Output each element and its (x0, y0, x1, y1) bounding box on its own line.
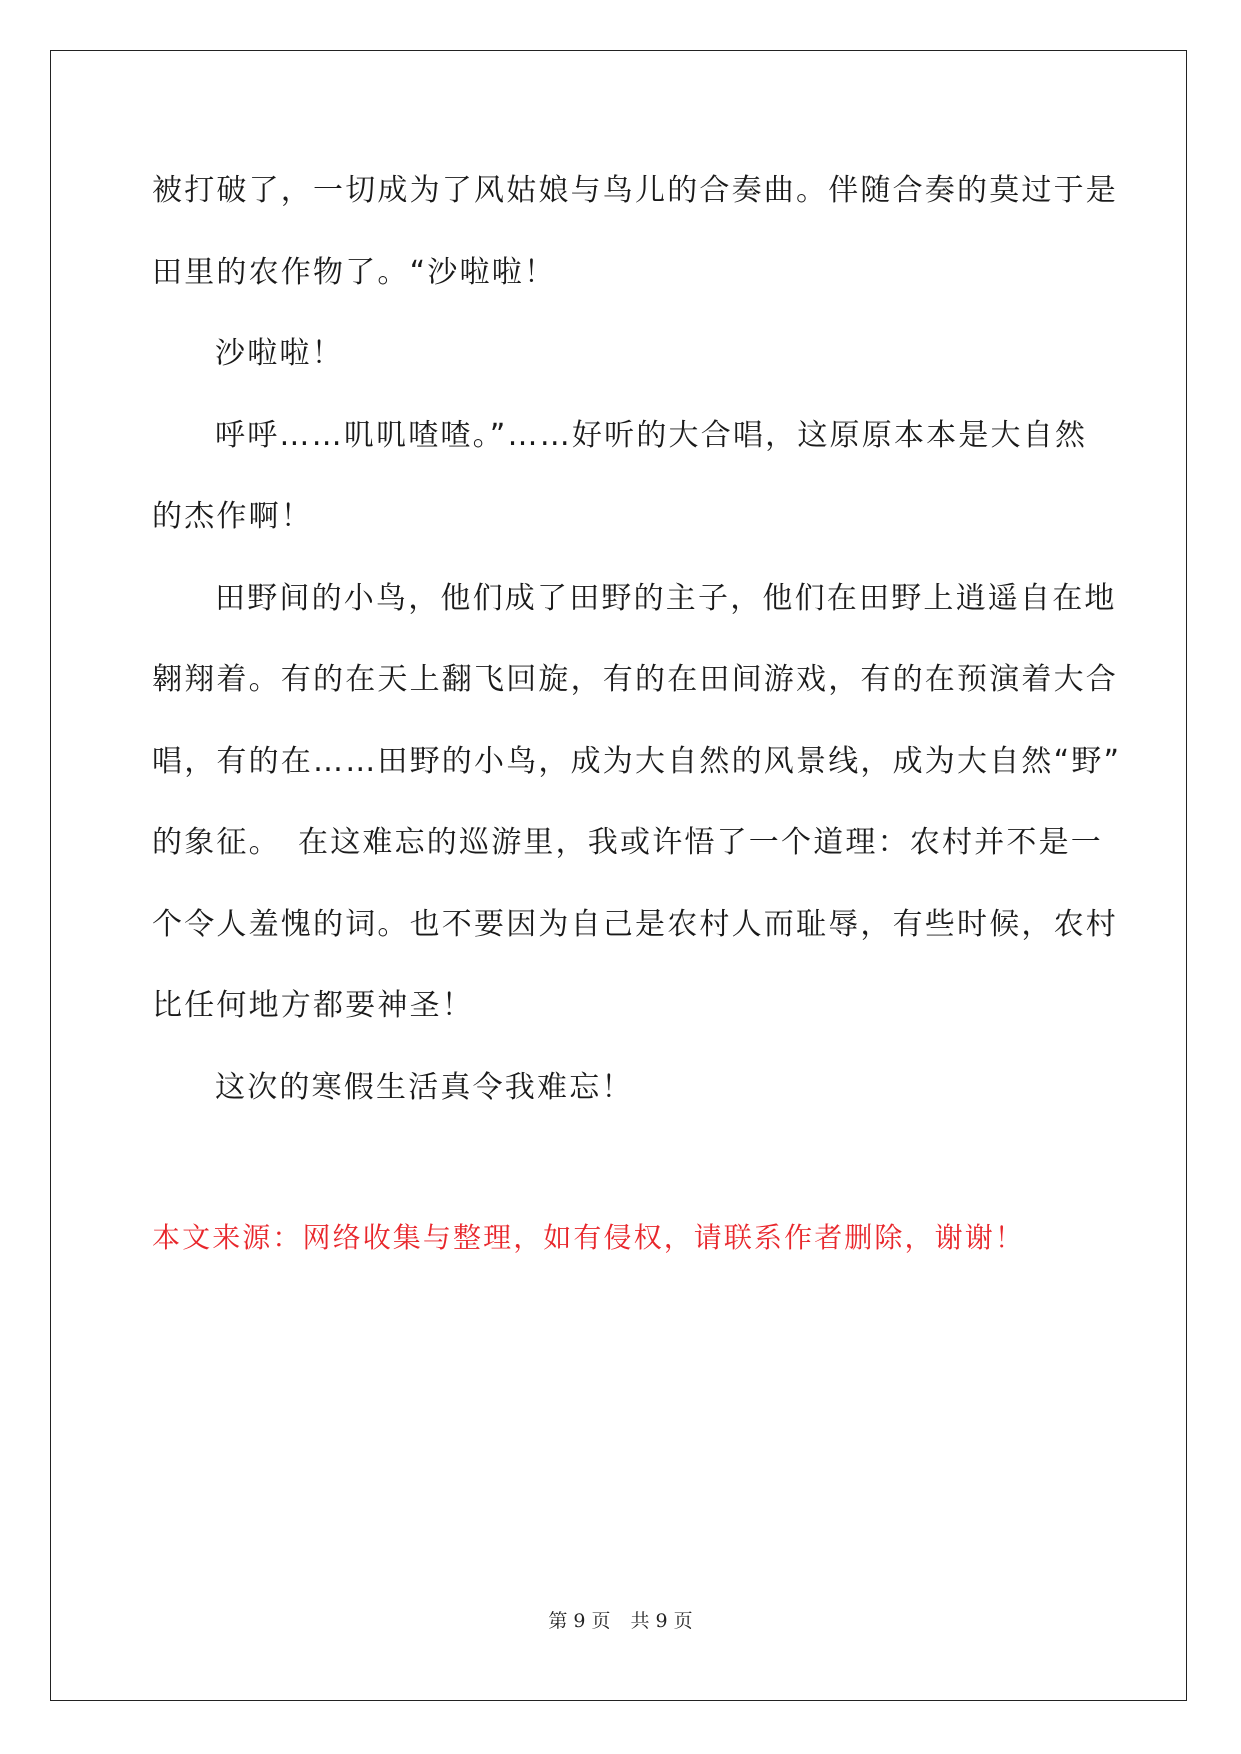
page-number-current: 第 9 页 (548, 1610, 611, 1632)
text-line: 这次的寒假生活真令我难忘！ (215, 1069, 634, 1105)
text-line: 田野间的小鸟，他们成了田野的主子，他们在田野上逍遥自在地 (215, 580, 1117, 616)
text-line: 的杰作啊！ (152, 499, 313, 534)
text-line: 被打破了，一切成为了风姑娘与鸟儿的合奏曲。伴随合奏的莫过于是 (152, 173, 1118, 208)
page-number-total: 共 9 页 (630, 1610, 693, 1632)
page-footer (0, 1607, 1241, 1635)
text-line: 个令人羞愧的词。也不要因为自己是农村人而耻辱，有些时候，农村 (152, 906, 1118, 942)
text-line: 沙啦啦！ (215, 336, 344, 371)
text-line: 呼呼……叽叽喳喳。”……好听的大合唱，这原原本本是大自然 (215, 417, 1088, 453)
text-line: 田里的农作物了。“沙啦啦！ (152, 254, 557, 290)
text-line: 的象征。 在这难忘的巡游里，我或许悟了一个道理：农村并不是一 (152, 825, 1103, 860)
document-body (152, 161, 1122, 1139)
text-line: 比任何地方都要神圣！ (152, 988, 474, 1023)
source-note: 本文来源：网络收集与整理，如有侵权，请联系作者删除，谢谢！ (152, 1221, 1025, 1254)
text-line: 翱翔着。有的在天上翻飞回旋，有的在田间游戏，有的在预演着大合 (152, 662, 1118, 697)
text-line: 唱，有的在……田野的小鸟，成为大自然的风景线，成为大自然“野” (152, 743, 1122, 779)
